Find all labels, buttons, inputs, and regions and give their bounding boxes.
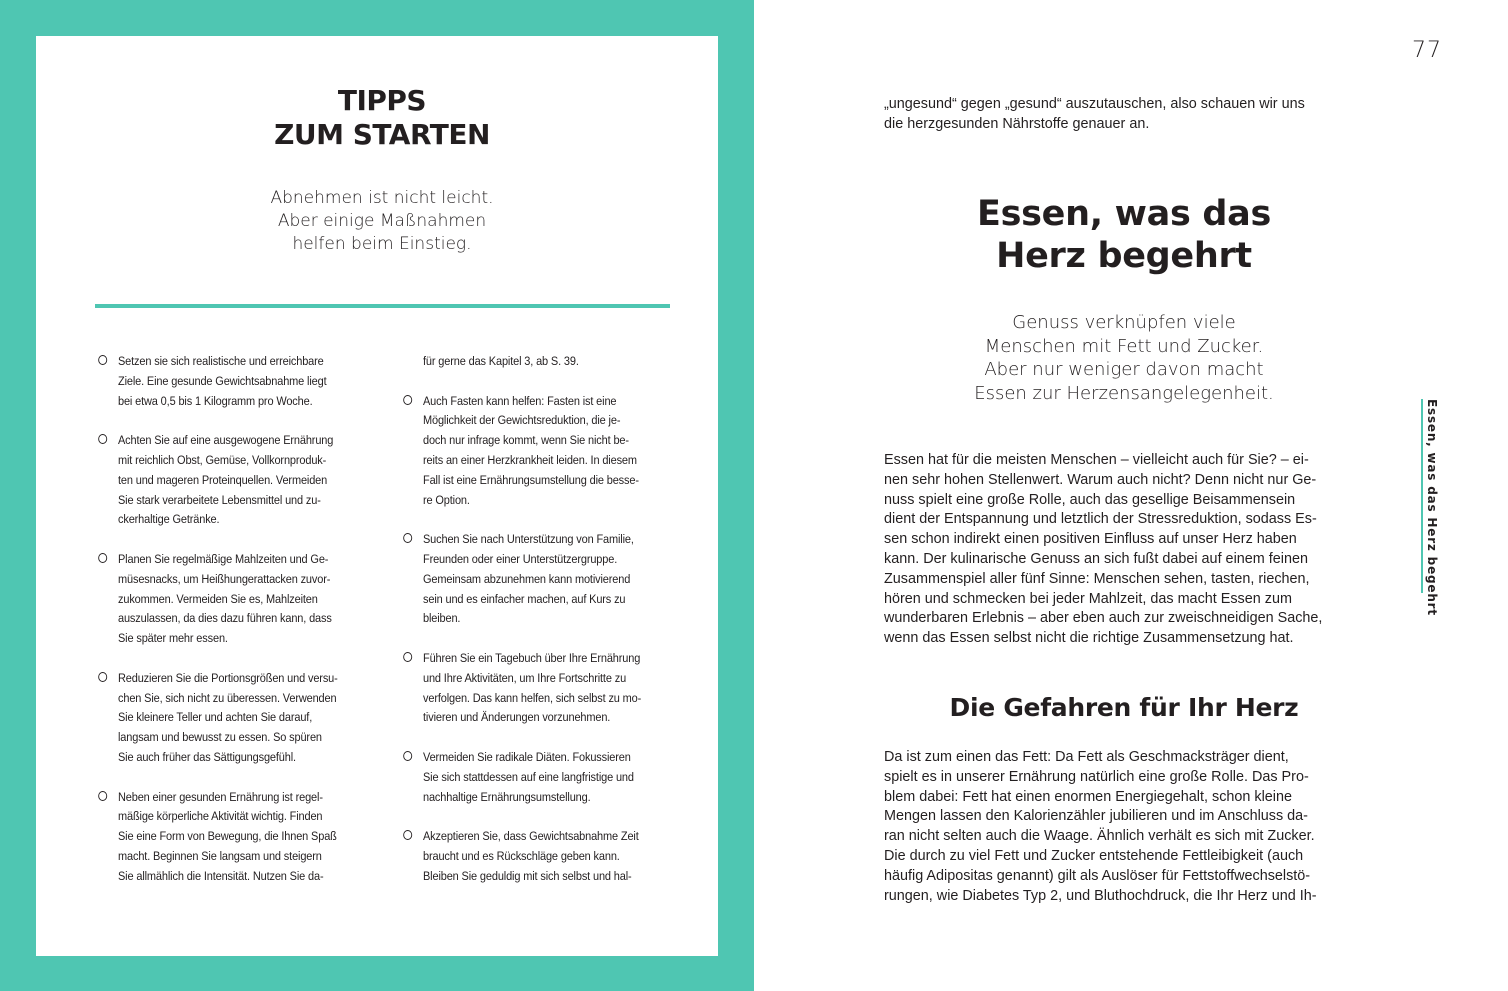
circle-bullet-icon (403, 395, 412, 405)
lead-text (884, 311, 1364, 405)
tip-line: sein und es einfacher machen, auf Kurs zu (423, 591, 626, 606)
body-line: kann. Der kulinarische Genuss an sich fußt dabei auf einem feinen (884, 550, 1308, 567)
tip-line: Gemeinsam abzunehmen kann motivierend (423, 571, 631, 586)
tip-line: Führen Sie ein Tagebuch über Ihre Ernährung (423, 650, 641, 665)
tip-item (423, 827, 657, 886)
tips-title-line-1: TIPPS (337, 84, 427, 117)
tip-line: auszulassen, da dies dazu führen kann, dass (118, 611, 332, 626)
tip-line: reits an einer Herzkrankheit leiden. In diesem (423, 452, 637, 467)
tip-item (423, 748, 657, 807)
body-line: dient der Entspannung und letztlich der Stressreduktion, sodass Es- (884, 511, 1317, 528)
tip-line: chen Sie, sich nicht zu überessen. Verwenden (118, 690, 337, 705)
tip-line: Fall ist eine Ernährungsumstellung die besse- (423, 472, 639, 487)
tip-line: Reduzieren Sie die Portionsgrößen und versu- (118, 670, 338, 685)
body-line: „ungesund“ gegen „gesund“ auszutauschen, also schauen wir uns (884, 96, 1305, 112)
tip-line: müsesnacks, um Heißhungerattacken zuvor- (118, 571, 331, 586)
tip-line: Vermeiden Sie radikale Diäten. Fokussieren (423, 749, 631, 764)
body-line: ran nicht selten auch die Waage. Ähnlich verhält es sich mit Zucker. (884, 828, 1315, 845)
circle-bullet-icon (98, 553, 107, 563)
circle-bullet-icon (403, 533, 412, 543)
tip-item (118, 550, 352, 649)
body-line: wenn das Essen selbst nicht die richtige Zusammensetzung hat. (884, 630, 1294, 647)
body-line: blem dabei: Fett hat einen enormen Energiegehalt, schon kleine (884, 788, 1292, 805)
tip-line: Akzeptieren Sie, dass Gewichtsabnahme Zeit (423, 829, 639, 844)
tip-line: mäßige körperliche Aktivität wichtig. Finden (118, 809, 323, 824)
tip-line: Neben einer gesunden Ernährung ist regel- (118, 789, 323, 804)
tips-intro (36, 187, 728, 256)
tip-line: ten und mageren Proteinquellen. Vermeiden (118, 472, 328, 487)
tip-line: re Option. (423, 492, 470, 507)
tip-line: Achten Sie auf eine ausgewogene Ernährung (118, 433, 334, 448)
tip-line: Planen Sie regelmäßige Mahlzeiten und Ge- (118, 551, 329, 566)
tip-line: braucht und es Rückschläge geben kann. (423, 848, 620, 863)
tip-item (118, 669, 352, 768)
body-line: nen sehr hohen Stellenwert. Warum auch nicht? Denn nicht nur Ge- (884, 471, 1317, 488)
body-line: sen schon indirekt einen positiven Einfluss auf unser Herz haben (884, 531, 1297, 548)
body-line: spielt es in unserer Ernährung natürlich eine große Rolle. Das Pro- (884, 768, 1309, 785)
lead-line: Essen zur Herzensangelegenheit. (974, 382, 1274, 404)
tip-line: langsam und bewusst zu essen. So spüren (118, 730, 322, 745)
body-line: hören und schmecken bei jeder Mahlzeit, das macht Essen zum (884, 590, 1292, 607)
tip-item (423, 530, 657, 629)
paragraph-1 (884, 451, 1364, 649)
tip-line: Freunden oder einer Unterstützergruppe. (423, 551, 618, 566)
tip-line: mit reichlich Obst, Gemüse, Vollkornproduk- (118, 452, 327, 467)
tip-item (118, 431, 352, 530)
tips-divider-rule (95, 304, 670, 308)
body-line: Da ist zum einen das Fett: Da Fett als Geschmacksträger dient, (884, 749, 1289, 765)
tip-line: Bleiben Sie geduldig mit sich selbst und hal- (423, 868, 632, 883)
body-line: Zusammenspiel aller fünf Sinne: Menschen sehen, tasten, riechen, (884, 570, 1310, 587)
tip-line: Setzen sie sich realistische und erreichbare (118, 354, 324, 368)
continuation-text (884, 95, 1364, 135)
lead-line: Genuss verknüpfen viele (1012, 312, 1236, 333)
body-line: die herzgesunden Nährstoffe genauer an. (884, 115, 1150, 132)
subheading: Die Gefahren für Ihr Herz (949, 693, 1299, 722)
tip-line: und Ihre Aktivitäten, um Ihre Fortschritte zu (423, 670, 627, 685)
tip-line: zukommen. Vermeiden Sie es, Mahlzeiten (118, 591, 318, 606)
tip-line: macht. Beginnen Sie langsam und steigern (118, 848, 322, 863)
tip-line: tivieren und Änderungen vorzunehmen. (423, 710, 611, 725)
circle-bullet-icon (98, 434, 107, 444)
tips-intro-line: Aber einige Maßnahmen (277, 211, 487, 231)
tip-item (423, 649, 657, 728)
tip-line: nachhaltige Ernährungsumstellung. (423, 789, 591, 804)
tip-line: bei etwa 0,5 bis 1 Kilogramm pro Woche. (118, 393, 313, 408)
tips-column-left (118, 352, 352, 906)
tip-line: Sie kleinere Teller und achten Sie darauf, (118, 710, 313, 725)
body-line: nuss spielt eine große Rolle, auch das gesellige Beisammensein (884, 491, 1296, 508)
tip-continuation (423, 352, 657, 372)
body-line: Mengen lassen den Kalorienzähler jubilieren und im Anschluss da- (884, 808, 1308, 825)
tips-box (36, 36, 718, 956)
body-line: häufig Adipositas genannt) gilt als Auslöser für Fettstoffwechselstö- (884, 867, 1311, 884)
chapter-side-tab-label: Essen, was das Herz begehrt (1425, 399, 1439, 616)
tip-line: Sie auch früher das Sättigungsgefühl. (118, 749, 296, 764)
page-number: 77 (1412, 38, 1442, 63)
circle-bullet-icon (403, 652, 412, 662)
tips-title (36, 84, 728, 152)
tips-column-right (423, 352, 657, 906)
tip-line: Sie sich stattdessen auf eine langfristige und (423, 769, 634, 784)
tips-intro-line: helfen beim Einstieg. (292, 234, 472, 254)
main-heading (884, 193, 1364, 277)
tip-line: Möglichkeit der Gewichtsreduktion, die je- (423, 413, 621, 428)
circle-bullet-icon (98, 672, 107, 682)
body-line: wunderbaren Erlebnis – aber eben auch zur zweischneidigen Sache, (884, 610, 1323, 627)
circle-bullet-icon (403, 830, 412, 840)
tip-item (118, 352, 352, 411)
paragraph-2 (884, 748, 1364, 906)
tip-line: Sie später mehr essen. (118, 631, 228, 646)
body-line: Essen hat für die meisten Menschen – vielleicht auch für Sie? – ei- (884, 452, 1309, 468)
tips-title-line-2: ZUM STARTEN (274, 118, 490, 151)
tip-line: Ziele. Eine gesunde Gewichtsabnahme liegt (118, 373, 327, 388)
lead-line: Menschen mit Fett und Zucker. (984, 335, 1264, 357)
lead-line: Aber nur weniger davon macht (984, 359, 1264, 380)
tip-item (118, 788, 352, 887)
tip-line: doch nur infrage kommt, wenn Sie nicht be- (423, 433, 629, 448)
tip-line: bleiben. (423, 611, 461, 626)
tip-line: Sie stark verarbeitete Lebensmittel und zu- (118, 492, 321, 507)
circle-bullet-icon (98, 355, 107, 365)
tip-line: Suchen Sie nach Unterstützung von Familie, (423, 532, 634, 547)
circle-bullet-icon (98, 791, 107, 801)
tips-intro-line: Abnehmen ist nicht leicht. (270, 188, 494, 208)
body-line: Die durch zu viel Fett und Zucker entstehende Fettleibigkeit (auch (884, 847, 1304, 864)
main-heading-line-1: Essen, was das (977, 194, 1271, 234)
tip-line: Sie allmählich die Intensität. Nutzen Sie da- (118, 868, 324, 883)
tip-line: ckerhaltige Getränke. (118, 512, 220, 527)
tip-line: für gerne das Kapitel 3, ab S. 39. (423, 354, 579, 368)
main-heading-line-2: Herz begehrt (996, 236, 1252, 276)
circle-bullet-icon (403, 751, 412, 761)
tip-item (423, 392, 657, 511)
tip-line: Auch Fasten kann helfen: Fasten ist eine (423, 393, 617, 408)
tip-line: verfolgen. Das kann helfen, sich selbst zu mo- (423, 690, 642, 705)
tip-line: Sie eine Form von Bewegung, die Ihnen Spaß (118, 829, 337, 844)
body-line: rungen, wie Diabetes Typ 2, und Bluthochdruck, die Ihr Herz und Ih- (884, 887, 1317, 904)
